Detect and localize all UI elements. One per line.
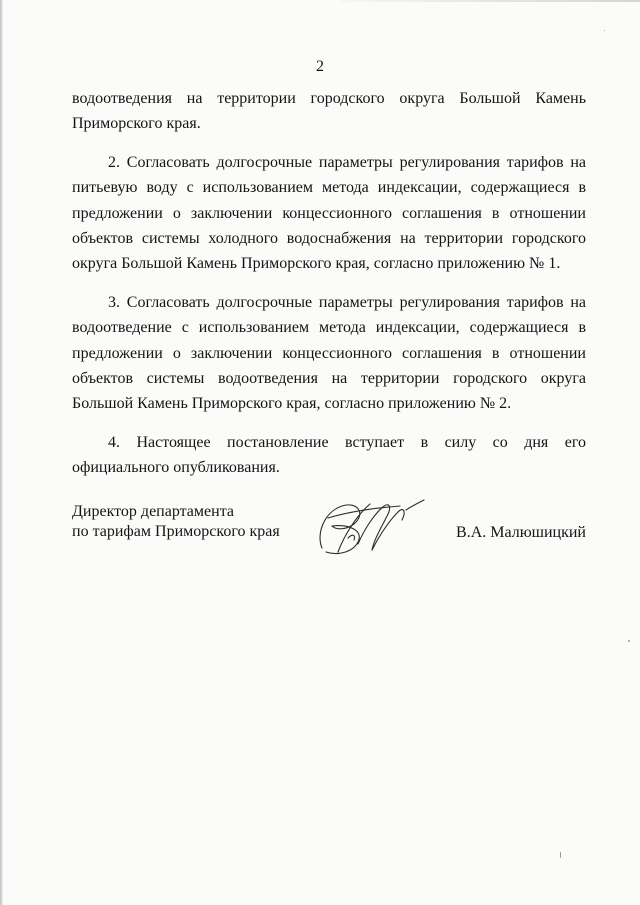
signatory-name: В.А. Малюшицкий [456, 524, 586, 541]
paragraph-item-3: 3. Согласовать долгосрочные параметры регулирования тарифов на водоотведение с использованием метода индексации, содержащиеся в предложении о заключении концессионного соглашения в отношении объектов системы водоотведения на территории городского округа Большой Камень Приморского края, согласно приложению № 2. [72, 293, 586, 413]
signature-block [72, 502, 586, 572]
signatory-title-line-2: по тарифам Приморского края [72, 523, 280, 540]
document-body [72, 86, 586, 481]
scan-speck [628, 640, 630, 642]
paragraph-item-4: 4. Настоящее постановление вступает в силу со дня его официального опубликования. [72, 433, 586, 477]
signatory-title-line-1: Директор департамента [72, 503, 234, 520]
scan-edge-left [0, 0, 3, 905]
page-number: 2 [316, 58, 324, 75]
paragraph-continuation: водоотведения на территории городского округа Большой Камень Приморского края. [72, 90, 586, 133]
handwritten-signature [308, 494, 438, 562]
paragraph-item-2: 2. Согласовать долгосрочные параметры регулирования тарифов на питьевую воду с использованием метода индексации, содержащиеся в предложении о заключении концессионного соглашения в отношении объектов системы холодного водоснабжения на территории городского округа Большой Камень Приморского края, согласно приложению № 1. [72, 153, 586, 273]
scan-speck [604, 30, 605, 31]
scan-speck [560, 852, 561, 858]
signatory-title [72, 502, 280, 542]
scan-edge-top [340, 0, 640, 2]
